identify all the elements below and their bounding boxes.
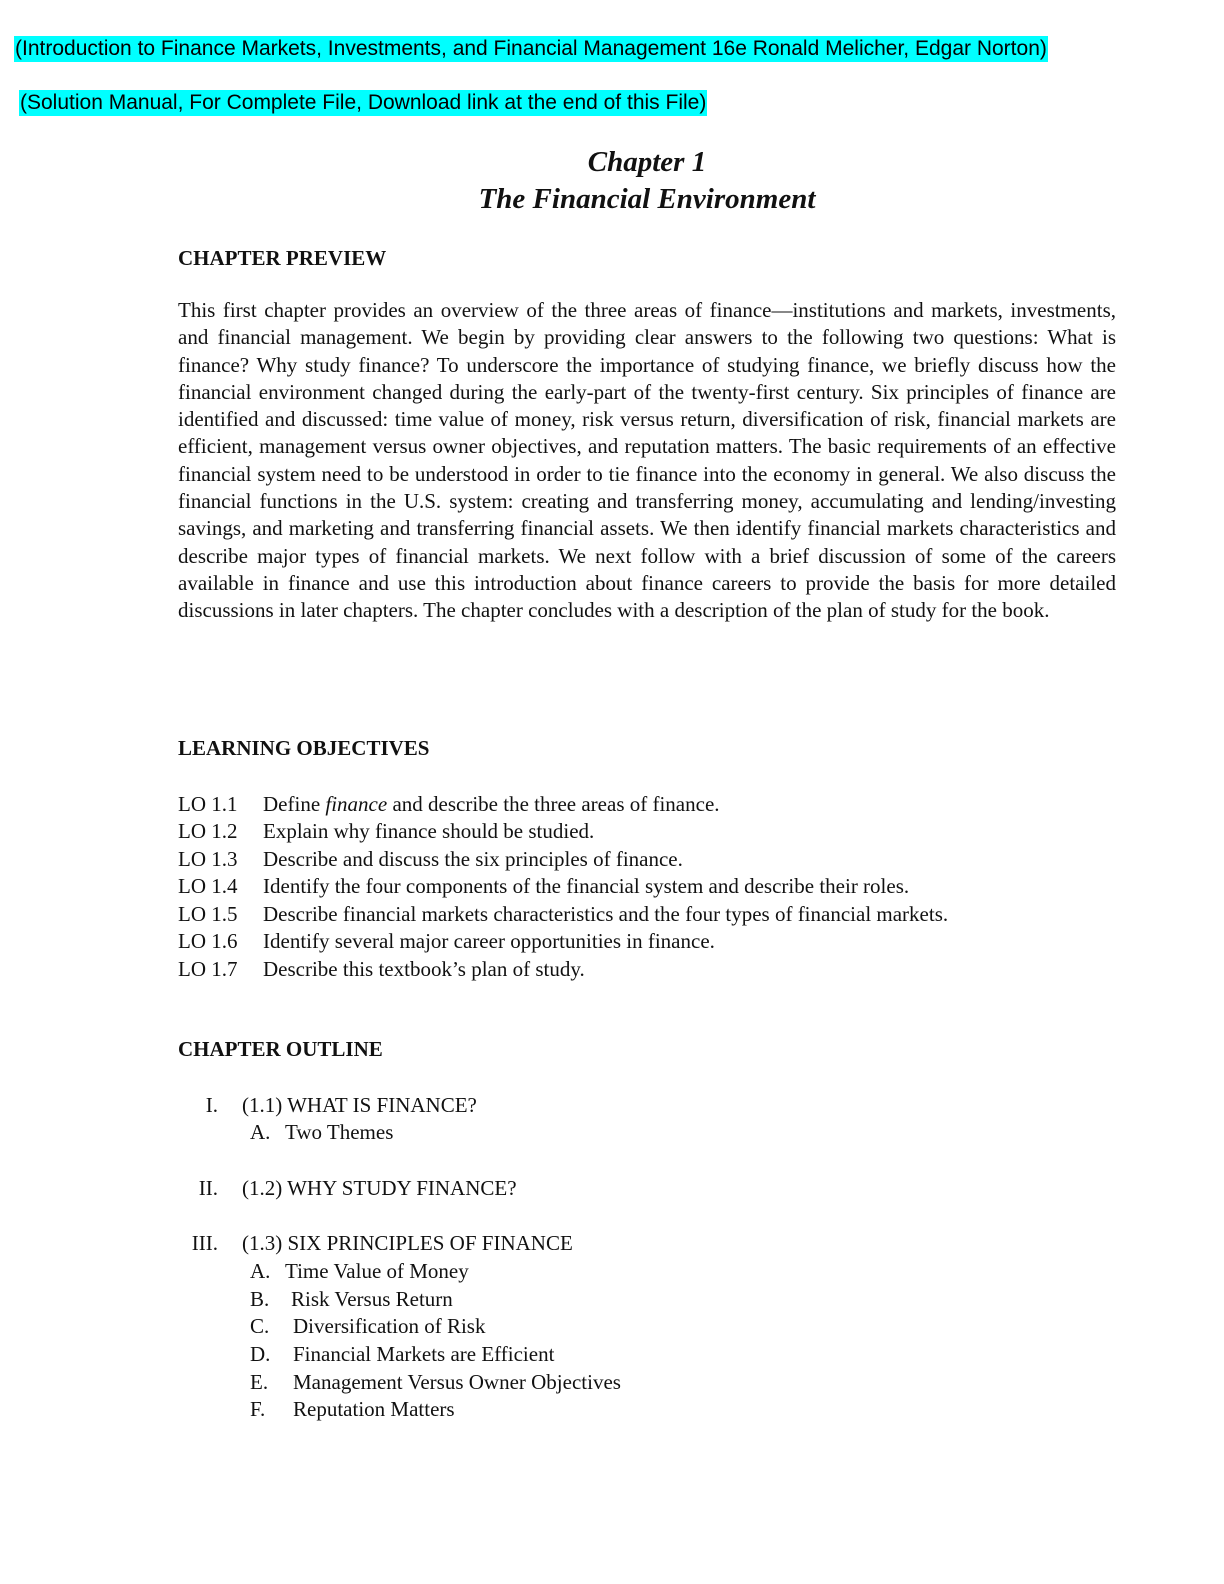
outline-section-numeral: I. xyxy=(205,1093,218,1117)
objective-text: Describe this textbook’s plan of study. xyxy=(263,957,585,981)
outline-subsection-letter: E. xyxy=(250,1370,269,1394)
objective-code: LO 1.2 xyxy=(178,819,238,843)
chapter-preview-heading: CHAPTER PREVIEW xyxy=(178,246,387,270)
outline-subsection-text: Diversification of Risk xyxy=(293,1314,486,1338)
objective-text: Identify the four components of the financial system and describe their roles. xyxy=(263,874,910,898)
outline-subsection-text: Two Themes xyxy=(285,1120,394,1144)
objective-text: Explain why finance should be studied. xyxy=(263,819,595,843)
chapter-number: Chapter 1 xyxy=(587,146,707,178)
outline-section-title: (1.3) SIX PRINCIPLES OF FINANCE xyxy=(242,1231,573,1255)
outline-section-title: (1.2) WHY STUDY FINANCE? xyxy=(242,1176,517,1200)
chapter-preview-paragraph: This first chapter provides an overview of the three areas of finance—institutions and markets, investments, and financial management. We begin by providing clear answers to the following two questions: What is finance? Why study finance? To underscore the importance of studying finance, we briefly discuss how the financial environment changed during the early-part of the twenty-first century. Six principles of finance are identified and discussed: time value of money, risk versus return, diversification of risk, financial markets are efficient, management versus owner objectives, and reputation matters. The basic requirements of an effective financial system need to be understood in order to tie finance into the economy in general. We also discuss the financial functions in the U.S. system: creating and transferring money, accumulating and lending/investing savings, and marketing and transferring financial assets. We then identify financial markets characteristics and describe major types of financial markets. We next follow with a brief discussion of some of the careers available in finance and use this introduction about finance careers to provide the basis for more detailed discussions in later chapters. The chapter concludes with a description of the plan of study for the book. xyxy=(178,298,1116,623)
outline-subsection-text: Financial Markets are Efficient xyxy=(293,1342,555,1366)
outline-subsection-letter: B. xyxy=(250,1287,270,1311)
objective-text: Describe and discuss the six principles of finance. xyxy=(263,847,683,871)
objective-emphasis: finance xyxy=(325,792,388,816)
objective-code: LO 1.5 xyxy=(178,902,238,926)
learning-objectives-heading: LEARNING OBJECTIVES xyxy=(178,736,430,760)
objective-text: Describe financial markets characteristics and the four types of financial markets. xyxy=(263,902,949,926)
objective-code: LO 1.3 xyxy=(178,847,238,871)
objective-code: LO 1.6 xyxy=(178,929,238,953)
highlighted-banner-title: (Introduction to Finance Markets, Investments, and Financial Management 16e Ronald Melicher, Edgar Norton) xyxy=(15,37,1047,60)
objective-text xyxy=(263,791,720,817)
objective-code: LO 1.7 xyxy=(178,957,238,981)
objective-code: LO 1.1 xyxy=(178,792,238,816)
chapter-title: The Financial Environment xyxy=(478,183,816,215)
outline-subsection-letter: D. xyxy=(250,1342,271,1366)
outline-subsection-text: Time Value of Money xyxy=(285,1259,469,1283)
outline-section-title: (1.1) WHAT IS FINANCE? xyxy=(242,1093,477,1117)
outline-subsection-text: Risk Versus Return xyxy=(291,1287,453,1311)
highlighted-banner-download-note: (Solution Manual, For Complete File, Download link at the end of this File) xyxy=(20,91,707,114)
outline-section-numeral: II. xyxy=(198,1176,218,1200)
objective-code: LO 1.4 xyxy=(178,874,238,898)
outline-subsection-letter: C. xyxy=(250,1314,270,1338)
objective-text: Identify several major career opportunities in finance. xyxy=(263,929,715,953)
outline-subsection-text: Management Versus Owner Objectives xyxy=(293,1370,621,1394)
outline-subsection-text: Reputation Matters xyxy=(293,1397,455,1421)
outline-subsection-letter: A. xyxy=(250,1259,271,1283)
outline-section-numeral: III. xyxy=(191,1231,218,1255)
objective-text-part: Define xyxy=(263,792,326,816)
outline-subsection-letter: F. xyxy=(250,1397,266,1421)
outline-subsection-letter: A. xyxy=(250,1120,271,1144)
chapter-outline-heading: CHAPTER OUTLINE xyxy=(178,1037,383,1061)
objective-text-part: and describe the three areas of finance. xyxy=(387,792,720,816)
